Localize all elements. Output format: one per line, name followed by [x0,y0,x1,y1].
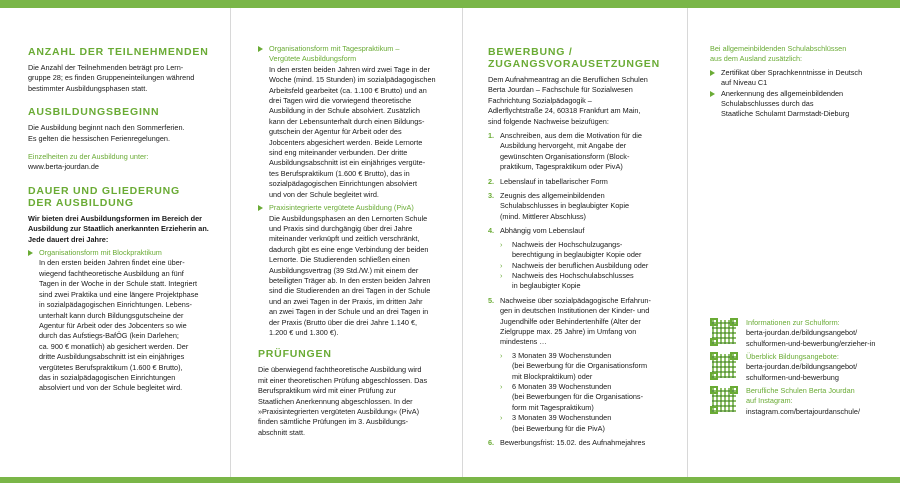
text-line: Anerkennung des allgemeinbildenden [721,88,844,98]
chevron-right-icon: › [500,260,503,270]
fold-line [687,8,688,477]
heading-pruefungen: PRÜFUNGEN [258,348,332,361]
fold-line [462,8,463,477]
link-block-schulform [746,318,896,349]
text-line: Nachweise über sozialpädagogische Erfahrun- [500,295,651,305]
text-line: Ausbildungsabschnitt ist ein einjähriges vergüte- [269,158,426,168]
qr-code-icon[interactable] [710,386,738,414]
text-line: Schulabschlusses in beglaubigter Kopie [500,201,629,211]
text-line: Jugendhilfe oder Behindertenhilfe (Alter der [500,316,641,326]
list-item-2 [488,177,684,187]
text-line: In den ersten beiden Jahren wird zwei Tage in der [269,64,430,74]
triangle-bullet-icon [710,70,715,76]
text-line: Zielgruppe max. 25 Jahre) im Umfang von [500,326,637,336]
link-title: Berufliche Schulen Berta Jourdan [746,386,855,395]
text-line: Jede dauert drei Jahre: [28,234,109,244]
text-line: Agentur für Arbeit oder des Jobcenters so wie [39,320,187,330]
text-line: In den ersten beiden Jahren findet eine über- [39,258,185,268]
text-line: beteiligten Träger ab. In den ersten beiden Jahren [269,275,431,285]
link-block-bildungsangebote [746,352,896,383]
text-line: berechtigung in beglaubigter Kopie oder [512,250,642,260]
text-line: in sozialpädagogischen Einrichtungen. Lebens- [39,300,192,310]
text-line: ca. 900 € monatlich) ab gesichert werden. Der [39,341,189,351]
text-line: vergütetes Berufspraktikum (1.600 € Brutto), [39,362,183,372]
text-line: sind die Studierenden an drei Tagen in der Schule [269,286,431,296]
ausland-bullet [710,89,895,120]
chevron-right-icon: › [500,350,503,360]
list-item-4 [488,226,684,236]
text-line: 1.200 € und 1.300 €). [269,327,339,337]
text-line: abschnitt statt. [258,427,306,437]
sub-list-4 [488,240,684,292]
top-green-bar [0,0,900,8]
link-url[interactable]: schulformen-und-bewerbung [746,372,839,382]
link-url[interactable]: berta-jourdan.de/bildungsangebot/ [746,362,858,372]
triangle-bullet-icon [710,91,715,97]
form2-title: Organisationsform mit Tagespraktikum – [269,44,400,53]
text-line: Ausbildung hervorgeht, mit Angabe der [500,141,627,151]
item-number: 5. [488,295,495,305]
item-number: 3. [488,191,495,201]
ausland-heading-2: aus dem Ausland zusätzlich: [710,54,803,64]
heading-dauer-2: DER AUSBILDUNG [28,196,134,209]
link-url[interactable]: schulformen-und-bewerbung/erzieher-in [746,338,876,348]
qr-code-icon[interactable] [710,352,738,380]
form1-title: Organisationsform mit Blockpraktikum [39,248,162,258]
text-line: Fachrichtung Sozialpädagogik – [488,95,592,105]
text-line: Dem Aufnahmeantrag an die Beruflichen Schulen [488,75,648,84]
text-line: praktikum, Tagespraktikum oder PivA) [500,162,623,172]
heading-beginn: AUSBILDUNGSBEGINN [28,106,160,119]
text-line: wiegend fachtheoretische Ausbildung an fünf [39,268,184,278]
text-line: Woche (mind. 15 Stunden) im sozialpädagogischen [269,75,436,85]
heading-bewerbung: BEWERBUNG / [488,46,573,58]
text-line: und von der Schule begleitet wird. [269,189,379,199]
form2-block [258,44,458,200]
text-line: (bei Bewerbung für die Organisationsform [512,361,648,371]
text-line: Nachweis der beruflichen Ausbildung oder [512,260,649,270]
list-item-6 [488,438,684,448]
sub-item [500,240,684,261]
link-title-2: auf Instagram: [746,396,793,406]
text-line: Die überwiegend fachtheoretische Ausbildung wird [258,365,422,375]
ausland-heading: Bei allgemeinbildenden Schulabschlüssen [710,44,847,53]
column-4 [710,44,895,120]
text-line: sind zwei Praktika und eine längere Projektphase [39,289,199,299]
text-line: »Praxisintegrierten vergüteten Ausbildung« (PivA) [258,407,420,416]
bottom-green-bar [0,477,900,483]
text-line: Die Anzahl der Teilnehmenden beträgt pro Lern- [28,63,184,72]
sub-item [500,413,684,434]
text-line: Ausbildungsvertrag (39 Std./W.) mit einem der [269,265,419,275]
sub-item [500,271,684,292]
link-block-instagram [746,386,896,417]
text-line: Schulabschlusses durch das [721,99,814,109]
sub-list-5 [488,351,684,434]
link-title: Überblick Bildungsangebote: [746,352,839,361]
text-line: (bei Bewerbung für die PivA) [512,423,605,433]
text-line: gen in deutschen Institutionen der Kinder- und [500,306,650,316]
einzelheiten-label: Einzelheiten zu der Ausbildung unter: [28,152,149,162]
text-line: gewünschten Organisationsform (Block- [500,151,630,161]
text-line: 3 Monaten 39 Wochenstunden [512,350,612,360]
text-line: Arbeitsfeld gearbeitet (ca. 1.100 € Brutto) und an [269,85,427,95]
link-title: Informationen zur Schulform: [746,318,840,327]
text-line: mindestens … [500,337,547,347]
text-line: und an zwei Tagen in der Praxis, im dritten Jahr [269,296,423,306]
text-line: der Praxis (Brutto über die drei Jahre 1.140 €, [269,317,418,327]
text-line: in beglaubigter Kopie [512,281,581,291]
text-line: Nachweis des Hochschulabschlusses [512,270,634,280]
text-line: dadurch gibt es eine enge Verbindung der beiden [269,244,429,254]
text-line: sind folgende Nachweise beizufügen: [488,116,609,126]
link-url[interactable]: instagram.com/bertajourdanschule/ [746,406,860,416]
text-line: Wir bieten drei Ausbildungsformen im Bereich der [28,213,203,223]
text-line: sozialpädagogischen Einrichtungen absolviert [269,179,418,189]
text-line: Nachweis der Hochschulzugangs- [512,239,623,249]
list-item-5 [488,296,684,348]
text-line: das in sozialpädagogischen Einrichtungen [39,372,176,382]
heading-bewerbung-2: ZUGANGSVORAUSETZUNGEN [488,58,660,70]
text-line: kann der Lebensunterhalt durch einen Bildungs- [269,116,425,126]
text-line: gruppe 28; es finden Gruppeneinteilungen während [28,73,195,83]
text-line: (bei Bewerbungen für die Organisations- [512,392,644,402]
text-line: Zertifikat über Sprachkenntnisse in Deutsch [721,67,863,77]
text-line: dritte Ausbildungsabschnitt ist ein einjähriges [39,352,185,362]
text-line: sind eng miteinander verbunden. Der dritte [269,148,408,158]
fold-line [230,8,231,477]
text-line: Bewerbungsfrist: 15.02. des Aufnahmejahres [500,438,646,447]
text-line: 3 Monaten 39 Wochenstunden [512,413,612,423]
text-line: durch das Aufstiegs-BafÖG (kein Darlehen; [39,331,179,341]
sub-item [500,261,684,271]
text-line: mit einer theoretischen Prüfung abgeschlossen. Das [258,375,428,385]
triangle-bullet-icon [28,250,33,256]
ausland-bullet [710,68,895,89]
text-line: form mit Tagespraktikum) [512,402,594,412]
text-line: Berta Jourdan – Fachschule für Sozialwesen [488,85,633,95]
text-line: drei Tagen wird die vorwiegend theoretische [269,96,412,106]
sub-item [500,382,684,413]
text-line: Zeugnis des allgemeinbildenden [500,191,605,201]
list-item-1 [488,131,684,173]
text-line: finden sämtliche Prüfungen im 3. Ausbildungs- [258,417,409,427]
chevron-right-icon: › [500,270,503,280]
list-item-3 [488,191,684,222]
text-line: Staatlichen Anerkennung abgeschlossen. In der [258,396,413,406]
text-line: Lernorte. Die Studierenden schließen einen [269,255,410,265]
text-line: Die Ausbildung beginnt nach den Sommerferien. [28,123,185,133]
chevron-right-icon: › [500,239,503,249]
text-line: bestimmter Ausbildungsphasen statt. [28,83,148,93]
item-number: 2. [488,176,495,186]
text-line: tes Berufspraktikum (1.600 € Brutto), das in [269,168,410,178]
text-line: Abhängig vom Lebenslauf [500,226,585,236]
text-line: mit Blockpraktikum) oder [512,371,593,381]
triangle-bullet-icon [258,46,263,52]
text-line: Lebenslauf in tabellarischer Form [500,176,608,186]
text-line: auf Niveau C1 [721,78,768,88]
column-1 [28,46,226,394]
text-line: absolviert und von der Schule begleitet wird. [39,383,183,393]
text-line: 6 Monaten 39 Wochenstunden [512,381,612,391]
item-number: 6. [488,438,495,447]
text-line: Adlerflychtstraße 24, 60318 Frankfurt am Main, [488,106,641,116]
text-line: gutschein der Agentur für Arbeit oder des [269,127,402,137]
column-2 [258,44,458,438]
heading-dauer: DAUER UND GLIEDERUNG [28,184,180,197]
item-number: 1. [488,131,495,141]
item-number: 4. [488,226,495,236]
chevron-right-icon: › [500,381,503,391]
text-line: Die Ausbildungsphasen an den Lernorten Schule [269,213,428,223]
text-line: unterhalt kann durch Bildungsgutscheine der [39,310,184,320]
column-3 [488,46,684,448]
text-line: Berufspraktikum wird mit einer Prüfung zur [258,386,396,396]
form3-block [258,203,458,338]
form2-title-2: Vergütete Ausbildungsform [269,54,357,64]
triangle-bullet-icon [258,205,263,211]
text-line: (mind. Mittlerer Abschluss) [500,211,586,221]
heading-teilnehmende: ANZAHL DER TEILNEHMENDEN [28,46,209,58]
link-url[interactable]: berta-jourdan.de/bildungsangebot/ [746,328,858,338]
qr-code-icon[interactable] [710,318,738,346]
text-line: Ausbildung in der Schule absolviert. Zusätzlich [269,106,420,116]
text-line: Staatliche Schulamt Darmstadt-Dieburg [721,109,850,119]
form1-block [28,248,226,394]
text-line: an zwei Tagen in der Schule und an drei Tagen in [269,307,429,317]
text-line: Ausbildung zur Staatlich anerkannten Erzieherin an. [28,224,209,234]
sub-item [500,351,684,382]
text-line: und Praxis sind durchgängig über drei Jahre [269,223,413,233]
form3-title: Praxisintegrierte vergütete Ausbildung (PivA) [269,203,414,213]
text-line: miteinander verknüpft und zeitlich verschränkt, [269,234,420,244]
text-line: Tagen in der Woche in der Schule statt. Integriert [39,279,198,289]
text-line: Jobcenters abgesichert werden. Beide Lernorte [269,137,423,147]
text-line: Es gelten die hessischen Ferienregelungen. [28,133,170,143]
text-line: Anschreiben, aus dem die Motivation für die [500,131,642,141]
website-link[interactable]: www.berta-jourdan.de [28,162,99,172]
chevron-right-icon: › [500,413,503,423]
